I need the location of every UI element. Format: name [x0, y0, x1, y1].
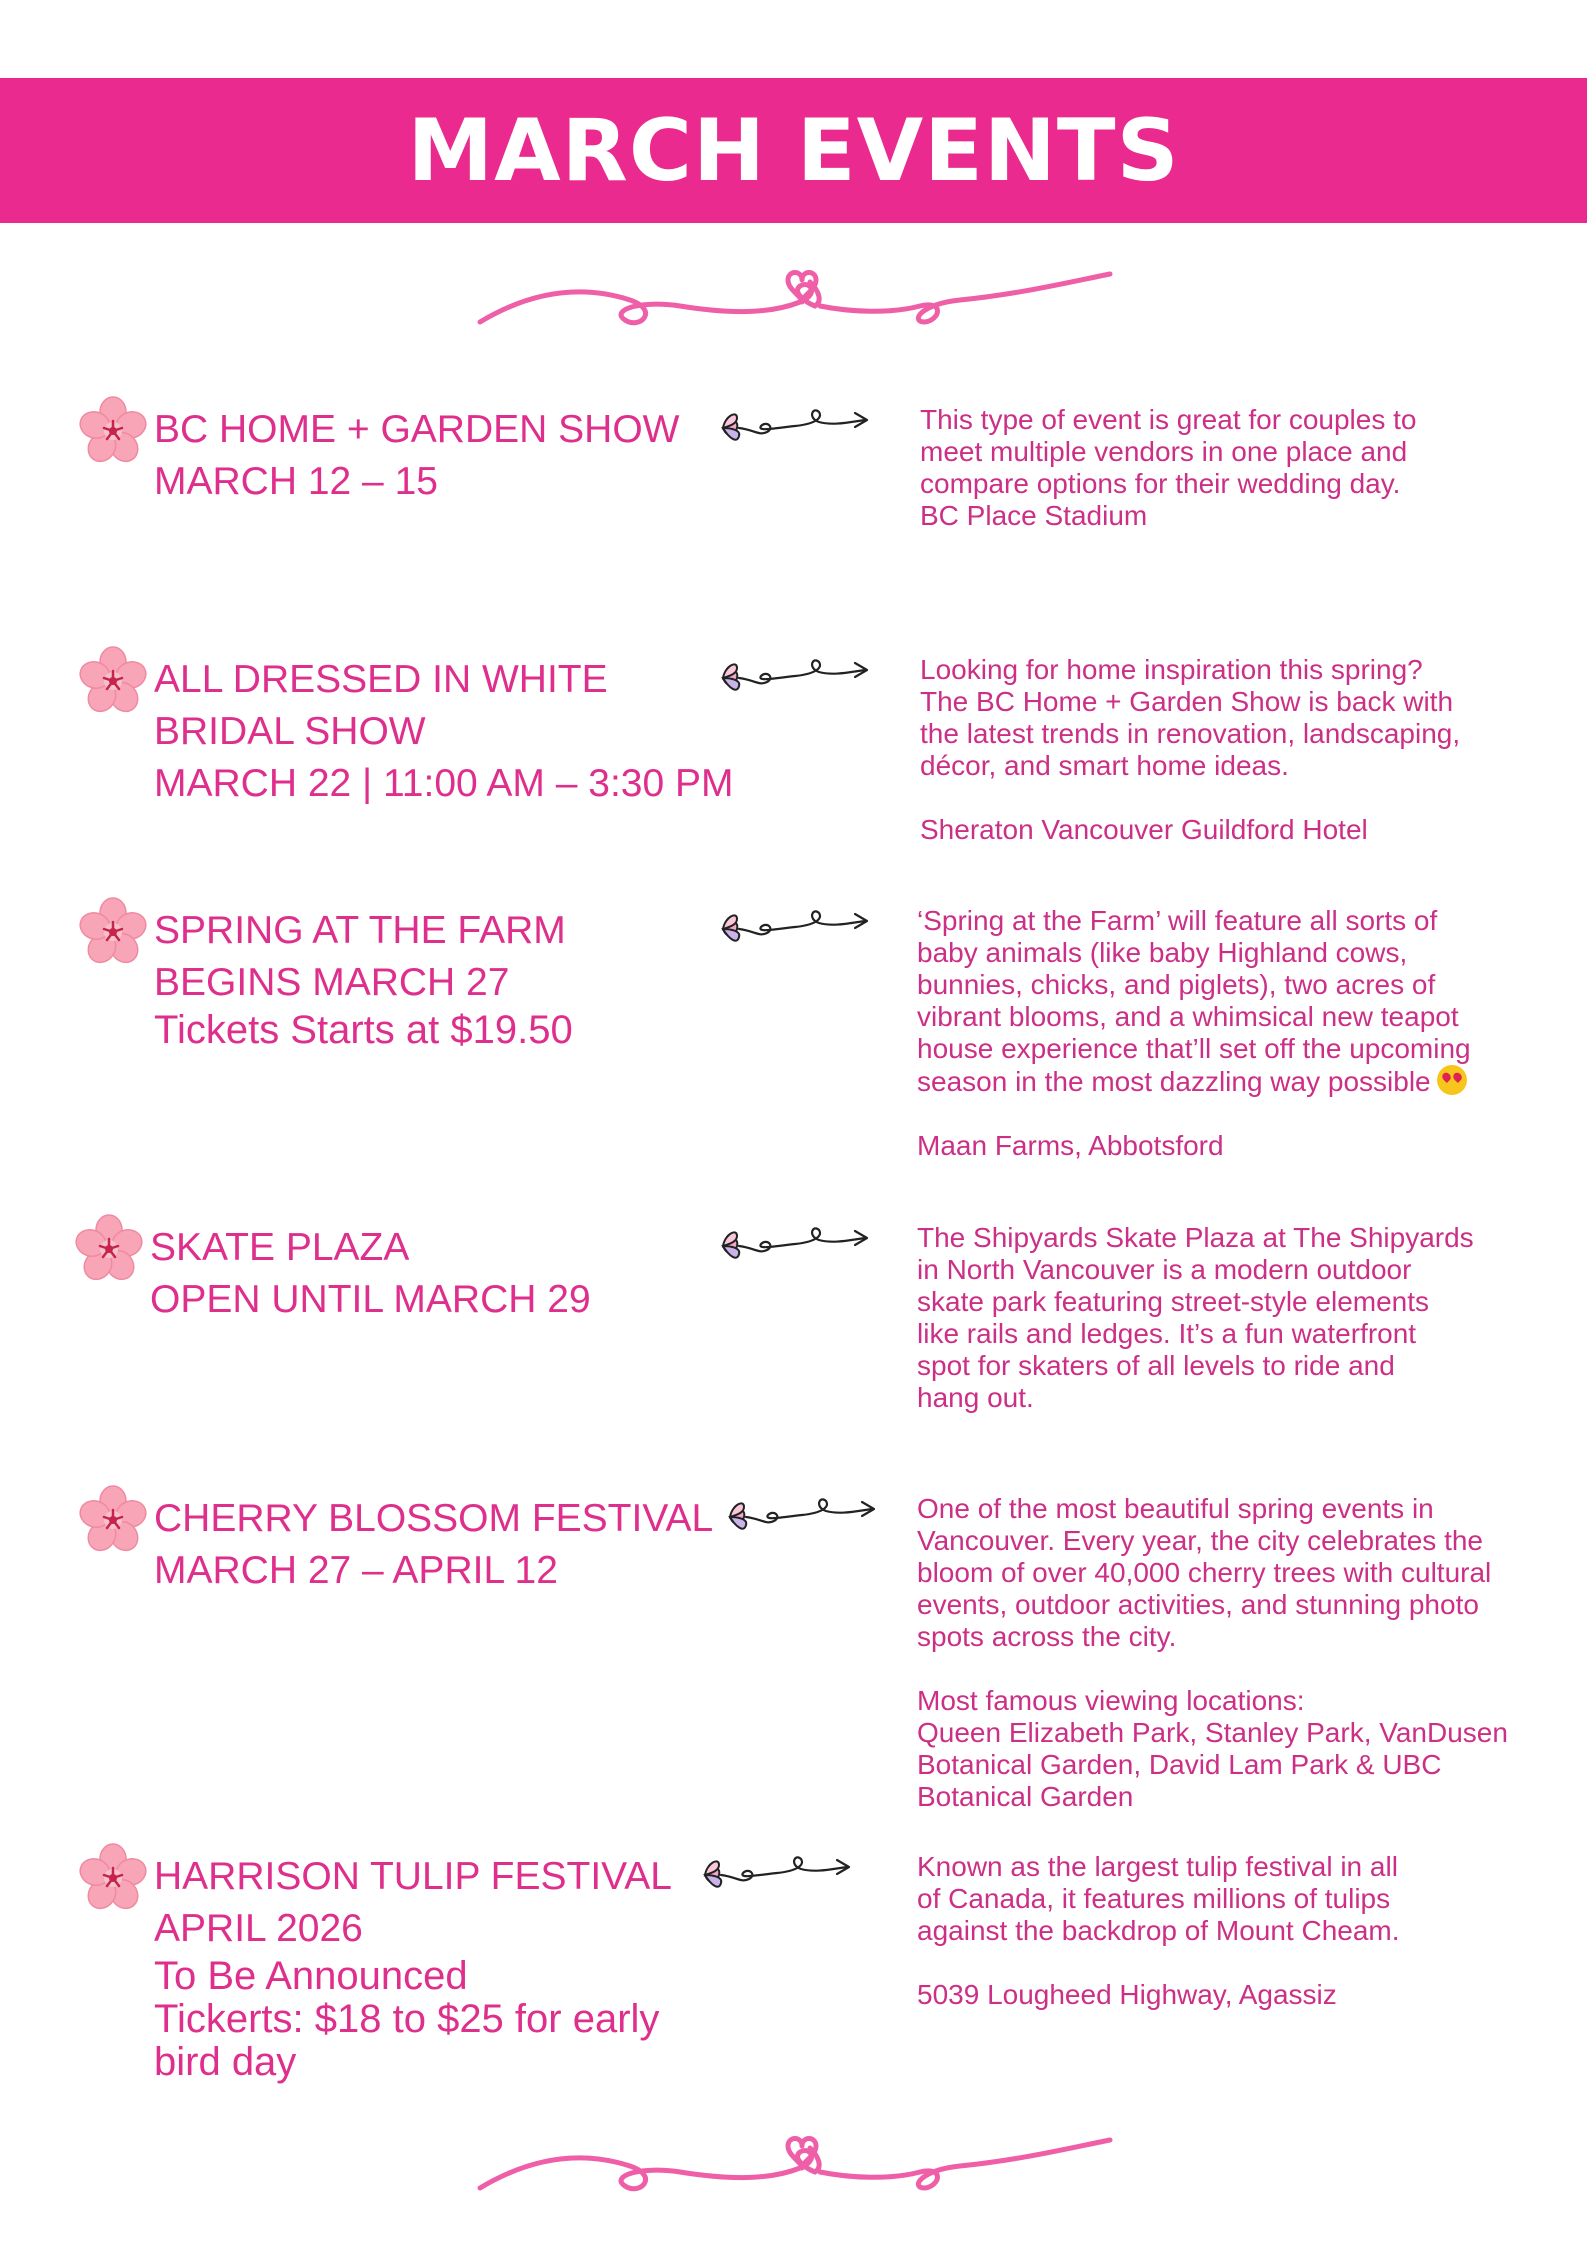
description-line: meet multiple vendors in one place and	[920, 436, 1408, 467]
description-line: baby animals (like baby Highland cows,	[917, 937, 1408, 968]
top-swirl-divider-icon	[470, 262, 1120, 342]
description-line: like rails and ledges. It’s a fun waterfront	[917, 1318, 1417, 1349]
description-line: of Canada, it features millions of tulips	[917, 1883, 1391, 1914]
page-title: MARCH EVENTS	[407, 100, 1180, 201]
description-line: events, outdoor activities, and stunning photo	[917, 1589, 1479, 1620]
event-title-block	[154, 905, 744, 1052]
event-date: BEGINS MARCH 27	[154, 961, 510, 1004]
event-location: BC Place Stadium	[920, 500, 1148, 531]
flower-arrow-icon	[715, 654, 875, 700]
flower-arrow-icon	[715, 1222, 875, 1268]
event-description	[917, 905, 1567, 1162]
cherry-blossom-icon	[78, 1843, 148, 1913]
event-ticket-info: bird day	[154, 2040, 297, 2084]
event-description	[920, 404, 1570, 532]
event-location: Sheraton Vancouver Guildford Hotel	[920, 814, 1368, 845]
event-description	[917, 1222, 1567, 1414]
description-line: in North Vancouver is a modern outdoor	[917, 1254, 1412, 1285]
event-title: SPRING AT THE FARM	[154, 909, 566, 952]
description-line: compare options for their wedding day.	[920, 468, 1401, 499]
description-line: bunnies, chicks, and piglets), two acres of	[917, 969, 1436, 1000]
flower-arrow-icon	[697, 1851, 857, 1897]
event-title: CHERRY BLOSSOM FESTIVAL	[154, 1497, 714, 1540]
flower-arrow-icon	[715, 905, 875, 951]
description-line: spots across the city.	[917, 1621, 1177, 1652]
event-title: BRIDAL SHOW	[154, 710, 426, 753]
description-line: against the backdrop of Mount Cheam.	[917, 1915, 1400, 1946]
description-line: ‘Spring at the Farm’ will feature all sorts of	[917, 905, 1438, 936]
event-extra-info: To Be Announced	[154, 1954, 468, 1998]
description-line: hang out.	[917, 1382, 1034, 1413]
description-line: house experience that’ll set off the upcoming	[917, 1033, 1471, 1064]
event-title-block	[154, 654, 744, 810]
event-date: MARCH 27 – APRIL 12	[154, 1549, 558, 1592]
cherry-blossom-icon	[74, 1214, 144, 1284]
description-line: Known as the largest tulip festival in all	[917, 1851, 1398, 1882]
event-date: OPEN UNTIL MARCH 29	[150, 1278, 591, 1321]
description-line	[917, 1065, 1567, 1098]
description-line: Botanical Garden, David Lam Park & UBC	[917, 1749, 1442, 1780]
event-ticket-info: Tickets Starts at $19.50	[154, 1008, 573, 1052]
description-line: The Shipyards Skate Plaza at The Shipyards	[917, 1222, 1474, 1253]
event-title-block	[150, 1222, 740, 1326]
description-line: spot for skaters of all levels to ride and	[917, 1350, 1395, 1381]
event-title: HARRISON TULIP FESTIVAL	[154, 1855, 672, 1898]
event-date: APRIL 2026	[154, 1907, 363, 1950]
description-line: décor, and smart home ideas.	[920, 750, 1289, 781]
description-text: season in the most dazzling way possible	[917, 1066, 1431, 1097]
event-description	[920, 654, 1570, 846]
cherry-blossom-icon	[78, 396, 148, 466]
bottom-swirl-divider-icon	[470, 2128, 1120, 2208]
description-line: Most famous viewing locations:	[917, 1685, 1305, 1716]
event-title-block	[154, 1493, 744, 1597]
event-ticket-info: Tickerts: $18 to $25 for early	[154, 1997, 660, 2041]
event-date: MARCH 12 – 15	[154, 460, 438, 503]
description-line: Queen Elizabeth Park, Stanley Park, VanDusen	[917, 1717, 1508, 1748]
event-title: SKATE PLAZA	[150, 1226, 410, 1269]
event-location: Maan Farms, Abbotsford	[917, 1130, 1224, 1161]
description-line: skate park featuring street-style elements	[917, 1286, 1430, 1317]
heart-eyes-emoji-icon	[1437, 1065, 1467, 1095]
description-line: the latest trends in renovation, landscaping,	[920, 718, 1461, 749]
header-banner	[0, 78, 1587, 223]
cherry-blossom-icon	[78, 646, 148, 716]
event-description	[917, 1493, 1567, 1813]
description-line: Looking for home inspiration this spring?	[920, 654, 1423, 685]
event-title: BC HOME + GARDEN SHOW	[154, 408, 680, 451]
description-line: vibrant blooms, and a whimsical new teapot	[917, 1001, 1459, 1032]
description-line: The BC Home + Garden Show is back with	[920, 686, 1454, 717]
flower-arrow-icon	[715, 404, 875, 450]
event-location: 5039 Lougheed Highway, Agassiz	[917, 1979, 1337, 2010]
cherry-blossom-icon	[78, 897, 148, 967]
description-line: Botanical Garden	[917, 1781, 1134, 1812]
flower-arrow-icon	[722, 1493, 882, 1539]
event-title: ALL DRESSED IN WHITE	[154, 658, 608, 701]
description-line: This type of event is great for couples to	[920, 404, 1417, 435]
event-title-block	[154, 1851, 744, 2084]
event-date: MARCH 22 | 11:00 AM – 3:30 PM	[154, 762, 734, 805]
cherry-blossom-icon	[78, 1485, 148, 1555]
event-title-block	[154, 404, 744, 508]
description-line: Vancouver. Every year, the city celebrates the	[917, 1525, 1484, 1556]
description-line: bloom of over 40,000 cherry trees with cultural	[917, 1557, 1492, 1588]
event-description	[917, 1851, 1567, 2011]
description-line: One of the most beautiful spring events in	[917, 1493, 1434, 1524]
